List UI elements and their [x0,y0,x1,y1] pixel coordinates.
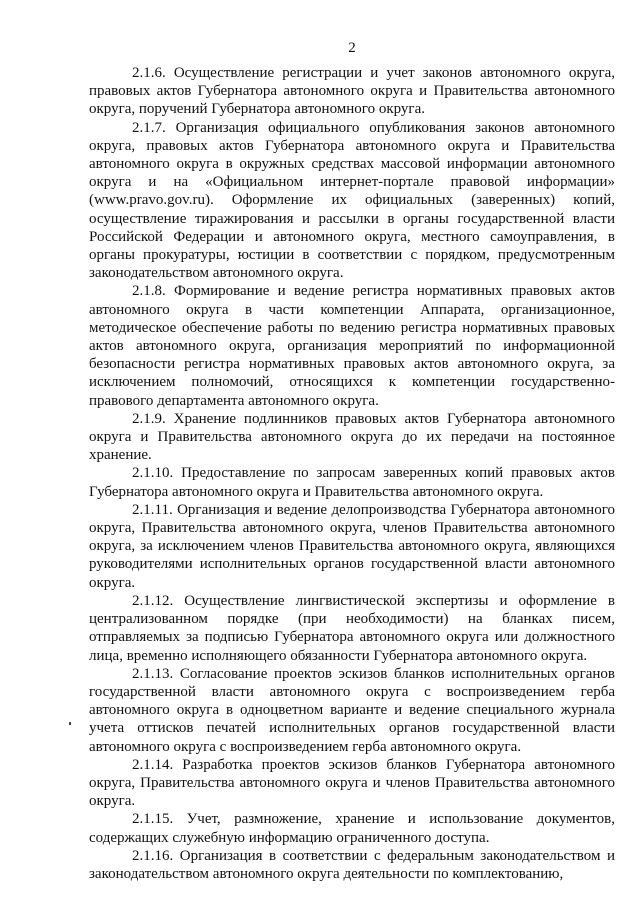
paragraph-2-1-14: 2.1.14. Разработка проектов эскизов бланков Губернатора автономного округа, Правительства автономного округа и членов Правительства автономного округа. [89,756,615,810]
paragraph-2-1-7: 2.1.7. Организация официального опубликования законов автономного округа, правовых актов Губернатора автономного округа и Правительства автономного округа в окружных средствах массовой информации автономного округа и на «Официальном интернет-портале правовой информации» (www.pravo.gov.ru). Оформление их официальных (заверенных) копий, осуществление тиражирования и рассылки в органы государственной власти Российской Федерации и автономного округа, местного самоуправления, в органы прокуратуры, юстиции в соответствии с порядком, предусмотренным законодательством автономного округа. [89,119,615,282]
paragraph-2-1-11: 2.1.11. Организация и ведение делопроизводства Губернатора автономного округа, Правительства автономного округа, членов Правительства автономного округа, за исключением членов Правительства автономного округа, являющихся руководителями исполнительных органов государственной власти автономного округа. [89,501,615,591]
page-number: 2 [348,40,356,56]
paragraph-2-1-9: 2.1.9. Хранение подлинников правовых актов Губернатора автономного округа и Правительства автономного округа до их передачи на постоянное хранение. [89,410,615,464]
paragraph-2-1-10: 2.1.10. Предоставление по запросам заверенных копий правовых актов Губернатора автономного округа и Правительства автономного округа. [89,465,615,500]
paragraph-2-1-15: 2.1.15. Учет, размножение, хранение и использование документов, содержащих служебную информацию ограниченного доступа. [89,811,615,846]
margin-mark [69,722,71,725]
paragraph-2-1-16: 2.1.16. Организация в соответствии с федеральным законодательством и законодательством автономного округа деятельности по комплектованию, [89,847,615,882]
paragraph-2-1-12: 2.1.12. Осуществление лингвистической экспертизы и оформление в централизованном порядке (при необходимости) на бланках писем, отправляемых за подписью Губернатора автономного округа или должностного лица, временно исполняющего обязанности Губернатора автономного округа. [89,592,615,664]
document-page [89,38,615,883]
paragraph-2-1-8: 2.1.8. Формирование и ведение регистра нормативных правовых актов автономного округа в части компетенции Аппарата, организационное, методическое обеспечение работы по ведению регистра нормативных правовых актов автономного округа, организация мероприятий по информационной безопасности регистра нормативных правовых актов автономного округа, за исключением полномочий, относящихся к компетенции государственно-правового департамента автономного округа. [89,283,615,409]
paragraph-2-1-6: 2.1.6. Осуществление регистрации и учет законов автономного округа, правовых актов Губернатора автономного округа и Правительства автономного округа, поручений Губернатора автономного округа. [89,65,615,118]
paragraph-2-1-13: 2.1.13. Согласование проектов эскизов бланков исполнительных органов государственной власти автономного округа с воспроизведением герба автономного округа в одноцветном варианте и ведение специального журнала учета оттисков печатей исполнительных органов государственной власти автономного округа с воспроизведением герба автономного округа. [89,665,615,755]
